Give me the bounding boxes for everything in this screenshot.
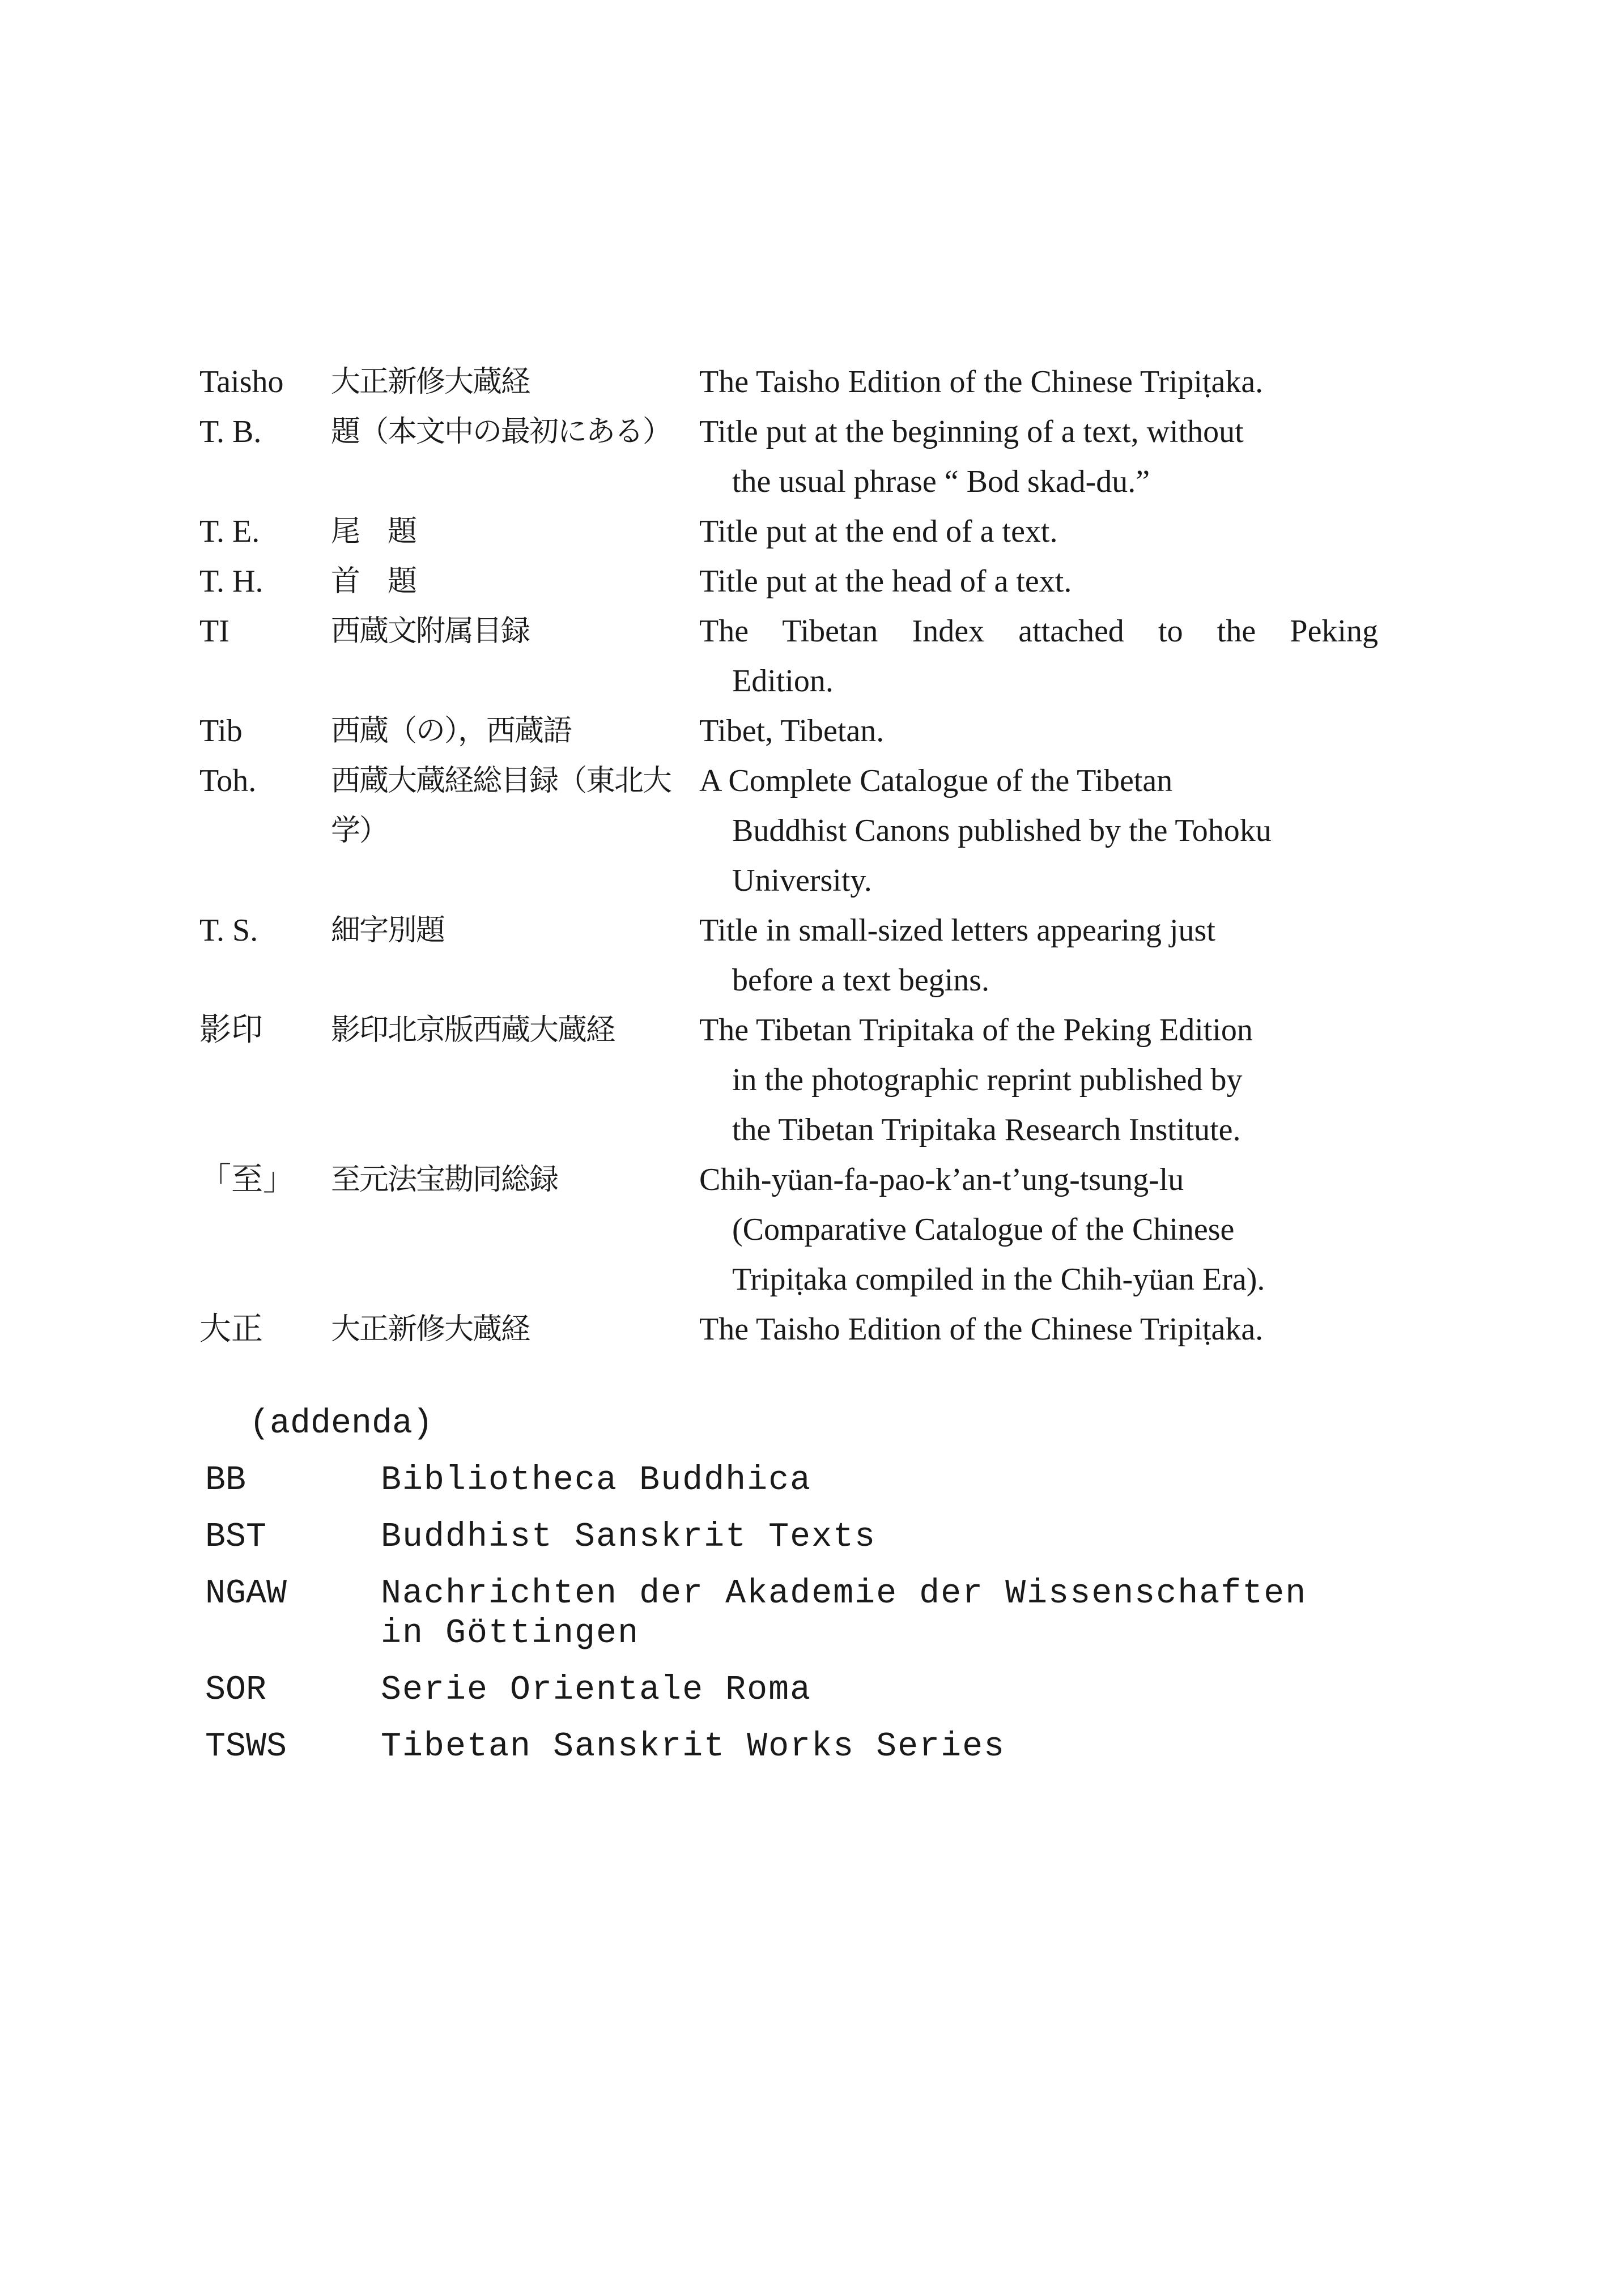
addenda-heading: (addenda) — [249, 1405, 433, 1443]
english-description — [699, 556, 1378, 606]
description-line: The Tibetan Tripitaka of the Peking Edition — [699, 1013, 1253, 1048]
description-line: Tripiṭaka compiled in the Chih-yüan Era). — [732, 1262, 1265, 1297]
addenda-full-title — [381, 1517, 1389, 1557]
addenda-title-line: in Göttingen — [381, 1614, 640, 1653]
abbreviation: Taisho — [199, 364, 284, 399]
addenda-row — [199, 1517, 1389, 1557]
description-line: The Taisho Edition of the Chinese Tripiṭaka. — [699, 1312, 1264, 1347]
english-description — [699, 507, 1378, 556]
description-line: Edition. — [732, 664, 834, 699]
abbreviation: Tib — [199, 713, 243, 749]
abbreviation-row — [199, 507, 1378, 556]
addenda-title-line: Bibliotheca Buddhica — [381, 1461, 812, 1500]
abbreviation-row — [199, 905, 1378, 1005]
description-line: The Tibetan Index attached to the Peking — [699, 614, 1378, 649]
addenda-title-line: Buddhist Sanskrit Texts — [381, 1518, 877, 1557]
description-line: Buddhist Canons published by the Tohoku — [732, 813, 1272, 848]
japanese-title: 細字別題 — [331, 913, 445, 947]
abbreviation-row — [199, 706, 1378, 756]
abbreviation: Toh. — [199, 763, 257, 798]
description-line: the Tibetan Tripitaka Research Institute. — [732, 1112, 1241, 1147]
addenda-section — [199, 1404, 1389, 1784]
japanese-title: 西蔵大蔵経総目録（東北大学） — [331, 764, 671, 848]
description-line: A Complete Catalogue of the Tibetan — [699, 763, 1173, 798]
addenda-row — [199, 1670, 1389, 1710]
description-line: Chih-yüan-fa-pao-k’an-t’ung-tsung-lu — [699, 1162, 1184, 1197]
japanese-title: 大正新修大蔵経 — [331, 365, 530, 399]
addenda-abbreviation: TSWS — [205, 1728, 287, 1766]
abbreviation-row — [199, 357, 1378, 407]
abbreviation: 「至」 — [199, 1162, 295, 1197]
english-description — [699, 706, 1378, 756]
abbreviation: T. H. — [199, 564, 263, 599]
abbreviation-row — [199, 407, 1378, 507]
description-line: Tibet, Tibetan. — [699, 713, 885, 749]
japanese-title: 至元法宝勘同総録 — [331, 1163, 558, 1197]
description-line: The Taisho Edition of the Chinese Tripiṭaka. — [699, 364, 1264, 399]
description-line: in the photographic reprint published by — [732, 1062, 1243, 1098]
japanese-title: 西蔵（の），西蔵語 — [331, 714, 572, 748]
addenda-row — [199, 1574, 1389, 1653]
addenda-full-title — [381, 1670, 1389, 1710]
japanese-title: 西蔵文附属目録 — [331, 614, 530, 648]
japanese-title: 大正新修大蔵経 — [331, 1312, 530, 1346]
addenda-full-title — [381, 1461, 1389, 1500]
english-description — [699, 606, 1378, 706]
description-line: the usual phrase “ Bod skad-du.” — [732, 464, 1150, 499]
abbreviation: 影印 — [199, 1013, 263, 1048]
abbreviation-row — [199, 1304, 1378, 1354]
description-line: before a text begins. — [732, 963, 990, 998]
english-description — [699, 1155, 1378, 1304]
abbreviation-table — [199, 357, 1378, 1354]
description-line: University. — [732, 863, 872, 898]
english-description — [699, 1304, 1378, 1354]
abbreviation: T. B. — [199, 414, 262, 449]
addenda-title-line: Nachrichten der Akademie der Wissenschaften — [381, 1575, 1307, 1613]
addenda-abbreviation: BB — [205, 1461, 246, 1500]
description-line: Title put at the end of a text. — [699, 514, 1058, 549]
english-description — [699, 1005, 1378, 1155]
abbreviation-row — [199, 556, 1378, 606]
abbreviation-row — [199, 1005, 1378, 1155]
english-description — [699, 407, 1378, 507]
addenda-row — [199, 1727, 1389, 1767]
abbreviation: T. E. — [199, 514, 260, 549]
abbreviation-row — [199, 606, 1378, 706]
abbreviation-row — [199, 756, 1378, 905]
abbreviation: 大正 — [199, 1312, 263, 1347]
abbreviation: TI — [199, 614, 229, 649]
japanese-title: 影印北京版西蔵大蔵経 — [331, 1013, 615, 1047]
addenda-abbreviation: SOR — [205, 1671, 267, 1710]
abbreviation: T. S. — [199, 913, 258, 948]
addenda-row — [199, 1461, 1389, 1500]
description-line: Title put at the head of a text. — [699, 564, 1072, 599]
addenda-full-title — [381, 1574, 1389, 1653]
abbreviation-row — [199, 1155, 1378, 1304]
description-line: (Comparative Catalogue of the Chinese — [732, 1212, 1235, 1247]
addenda-abbreviation: NGAW — [205, 1575, 287, 1613]
japanese-title: 首 題 — [331, 564, 416, 598]
description-line: Title put at the beginning of a text, without — [699, 414, 1244, 449]
english-description — [699, 905, 1378, 1005]
english-description — [699, 756, 1378, 905]
addenda-title-line: Serie Orientale Roma — [381, 1671, 812, 1710]
japanese-title: 題（本文中の最初にある） — [331, 415, 671, 449]
addenda-title-line: Tibetan Sanskrit Works Series — [381, 1728, 1006, 1766]
addenda-full-title — [381, 1727, 1389, 1767]
japanese-title: 尾 題 — [331, 515, 416, 549]
english-description — [699, 357, 1378, 407]
description-line: Title in small-sized letters appearing just — [699, 913, 1215, 948]
addenda-abbreviation: BST — [205, 1518, 267, 1557]
